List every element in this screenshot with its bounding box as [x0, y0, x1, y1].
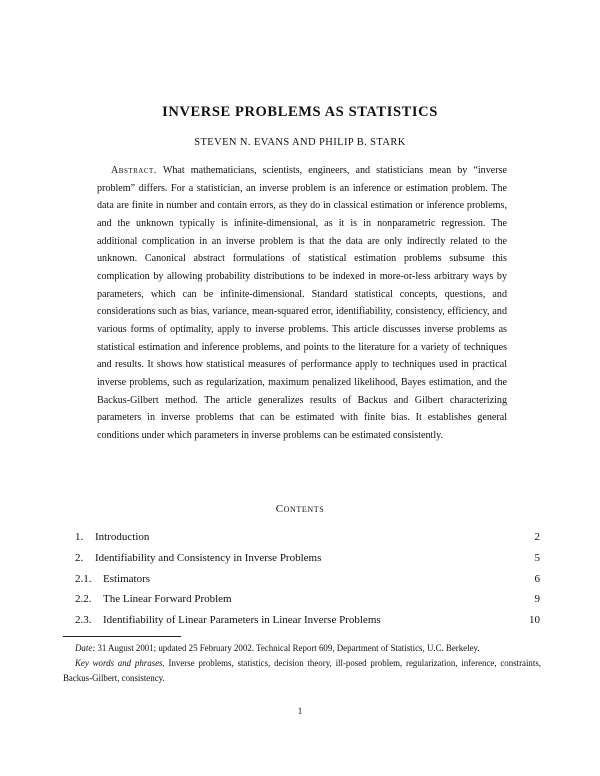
toc-entry-title: Identifiability and Consistency in Inverse Problems [95, 551, 322, 564]
toc-entry-title: The Linear Forward Problem [103, 593, 232, 606]
toc-entry-number: 1. [75, 531, 84, 543]
abstract-text: What mathematicians, scientists, engineers, and statisticians mean by “inverse problem” differs. For a statistician, an inverse problem is an inference or estimation problem. The data are finite in number and contain errors, as they do in classical estimation or inference problems, and the unknown typically is infinite-dimensional, as it is in nonparametric regression. The additional complication in an inverse problem is that the data are only indirectly related to the unknown. Canonical abstract formulations of statistical estimation problems subsume this complication by allowing probability distributions to be indexed in more-or-less arbitrary ways by parameters, which can be infinite-dimensional. Standard statistical concepts, questions, and considerations such as bias, variance, mean-squared error, identifiability, consistency, efficiency, and various forms of optimality, apply to inverse problems. This article discusses inverse problems as statistical estimation and inference problems, and points to the literature for a variety of techniques and results. It shows how statistical measures of performance apply to techniques used in practical inverse problems, such as regularization, maximum penalized likelihood, Bayes estimation, and the Backus-Gilbert method. The article generalizes results of Backus and Gilbert characterizing parameters in inverse problems that can be estimated with finite bias. It establishes general conditions under which parameters in inverse problems can be estimated consistently. [97, 165, 507, 441]
toc-entry-title: Introduction [95, 531, 150, 543]
toc-entry-number: 2.1. [75, 572, 92, 585]
toc-entry-number: 2.3. [75, 614, 92, 627]
footnote-keywords [63, 656, 541, 686]
toc-entry-page: 6 [534, 572, 540, 585]
footnote-keywords-label: Key words and phrases. [75, 658, 165, 668]
footnote-keywords-text: Inverse problems, statistics, decision theory, ill-posed problem, regularization, inference, constraints, Backus-Gilbert, consistency. [63, 658, 542, 683]
footnote-date-text: 31 August 2001; updated 25 February 2002. Technical Report 609, Department of Statistics, U.C. Berkeley. [97, 643, 480, 653]
toc-entry-linear-forward-problem[interactable] [75, 592, 540, 613]
toc-entry-page: 9 [534, 593, 540, 606]
contents-heading: Contents [275, 503, 325, 515]
toc-entry-page: 10 [529, 614, 540, 627]
toc-entry-number: 2.2. [75, 593, 92, 606]
table-of-contents [75, 530, 540, 634]
footnotes [63, 641, 541, 686]
abstract [97, 162, 507, 445]
toc-entry-identifiability-linear-parameters[interactable] [75, 613, 540, 634]
toc-entry-page: 5 [534, 551, 540, 564]
abstract-label: Abstract. [111, 165, 157, 176]
toc-entry-page: 2 [534, 531, 540, 543]
toc-entry-number: 2. [75, 551, 84, 564]
toc-entry-introduction[interactable] [75, 530, 540, 551]
toc-entry-identifiability-consistency[interactable] [75, 551, 540, 572]
footnote-date-label: Date: [75, 643, 96, 653]
footnote-date [63, 641, 541, 656]
toc-entry-title: Estimators [103, 572, 151, 585]
paper-authors: STEVEN N. EVANS AND PHILIP B. STARK [194, 137, 406, 148]
paper-title: INVERSE PROBLEMS AS STATISTICS [162, 104, 438, 120]
footnote-rule [63, 636, 181, 637]
toc-entry-estimators[interactable] [75, 572, 540, 593]
toc-entry-title: Identifiability of Linear Parameters in Linear Inverse Problems [103, 614, 381, 627]
page-number: 1 [297, 706, 303, 716]
